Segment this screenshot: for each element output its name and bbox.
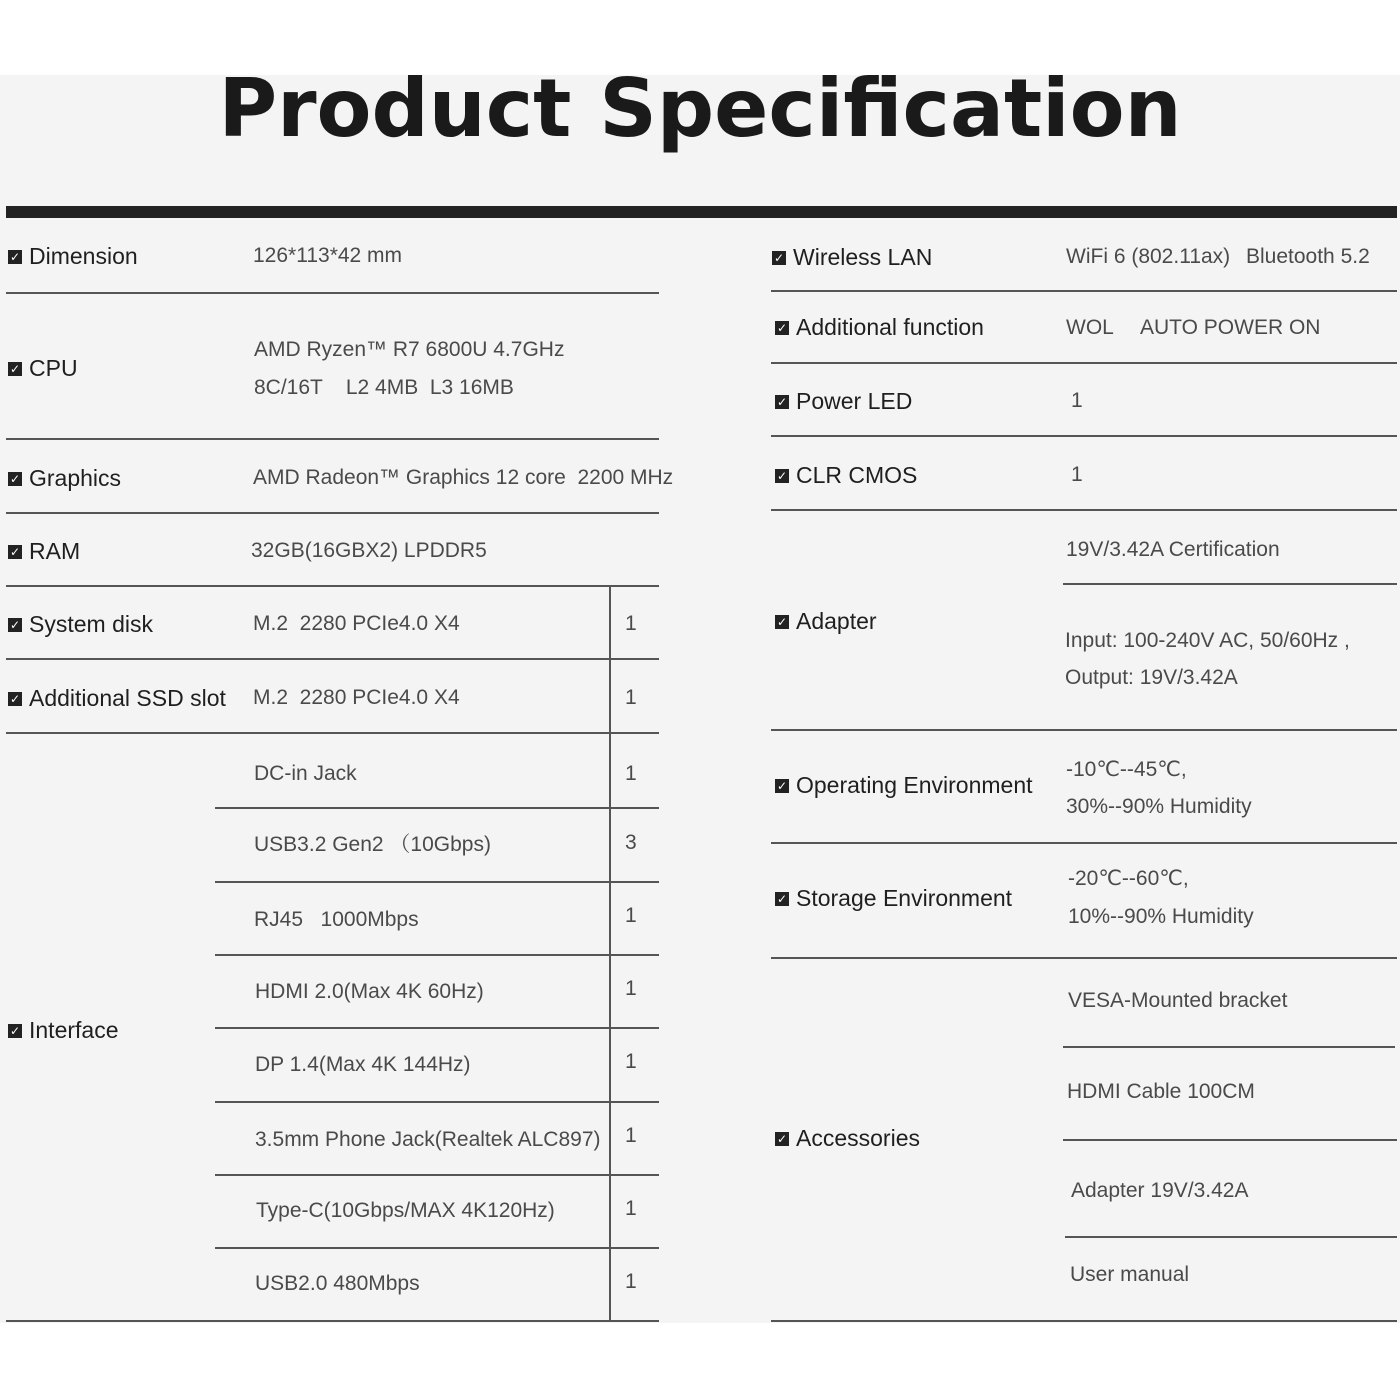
checked-box-icon: ✓ (9, 1023, 21, 1038)
interface-item: DC-in Jack (254, 762, 357, 785)
row-divider (771, 362, 1397, 364)
system-disk-qty: 1 (625, 612, 637, 635)
row-divider (771, 290, 1397, 292)
row-divider (6, 292, 659, 294)
row-divider (771, 957, 1397, 959)
graphics-label: ✓ Graphics (9, 465, 122, 491)
interface-item-qty: 3 (625, 831, 637, 854)
cpu-value-line2: 8C/16T L2 4MB L3 16MB (254, 376, 514, 399)
title-divider-bar (6, 206, 1397, 218)
row-divider (215, 807, 659, 809)
checked-box-icon: ✓ (776, 1131, 788, 1146)
checked-box-icon: ✓ (776, 614, 788, 629)
row-divider (771, 435, 1397, 437)
row-divider (215, 1101, 659, 1103)
auto-power-on-value: AUTO POWER ON (1140, 316, 1321, 339)
row-divider (215, 1174, 659, 1176)
accessory-item: HDMI Cable 100CM (1067, 1080, 1255, 1103)
clr-cmos-value: 1 (1071, 463, 1083, 486)
row-divider (6, 732, 659, 734)
dimension-value: 126*113*42 mm (253, 244, 403, 267)
cpu-label: ✓ CPU (9, 355, 78, 381)
adapter-output: Output: 19V/3.42A (1065, 666, 1238, 689)
adapter-label: ✓ Adapter (776, 608, 877, 634)
ram-value: 32GB(16GBX2) LPDDR5 (251, 539, 487, 562)
wireless-lan-label: ✓ Wireless LAN (773, 244, 933, 270)
storage-temp: -20℃--60℃, (1068, 867, 1189, 890)
interface-item: RJ45 1000Mbps (254, 908, 419, 931)
interface-item: Type-C(10Gbps/MAX 4K120Hz) (256, 1199, 555, 1222)
accessory-item: User manual (1070, 1263, 1190, 1286)
accessories-label: ✓ Accessories (776, 1125, 920, 1151)
interface-item-qty: 1 (625, 1050, 637, 1073)
row-divider (6, 585, 659, 587)
cpu-value-line1: AMD Ryzen™ R7 6800U 4.7GHz (254, 338, 565, 361)
checked-box-icon: ✓ (9, 361, 21, 376)
row-divider (6, 512, 659, 514)
row-divider (6, 658, 659, 660)
accessory-item: VESA-Mounted bracket (1068, 989, 1288, 1012)
table-bottom-divider (6, 1320, 659, 1322)
checked-box-icon: ✓ (776, 320, 788, 335)
row-divider (215, 881, 659, 883)
checked-box-icon: ✓ (9, 471, 21, 486)
row-divider (6, 438, 659, 440)
dimension-label: ✓ Dimension (9, 243, 138, 269)
interface-item: USB2.0 480Mbps (255, 1272, 420, 1295)
checked-box-icon: ✓ (9, 249, 21, 264)
operating-temp: -10℃--45℃, (1066, 758, 1187, 781)
checked-box-icon: ✓ (773, 250, 785, 265)
operating-environment-label: ✓ Operating Environment (776, 772, 1033, 798)
ram-label: ✓ RAM (9, 538, 81, 564)
storage-environment-label: ✓ Storage Environment (776, 885, 1013, 911)
row-divider (215, 1027, 659, 1029)
system-disk-value: M.2 2280 PCIe4.0 X4 (253, 612, 460, 635)
additional-function-label: ✓ Additional function (776, 314, 984, 340)
interface-item-qty: 1 (625, 904, 637, 927)
bluetooth-value: Bluetooth 5.2 (1246, 245, 1370, 268)
row-divider (1063, 1139, 1397, 1141)
interface-item-qty: 1 (625, 977, 637, 1000)
checked-box-icon: ✓ (776, 891, 788, 906)
interface-item-qty: 1 (625, 762, 637, 785)
checked-box-icon: ✓ (9, 544, 21, 559)
row-divider (1063, 583, 1397, 585)
power-led-label: ✓ Power LED (776, 388, 913, 414)
row-divider (215, 1247, 659, 1249)
operating-humidity: 30%--90% Humidity (1066, 795, 1252, 818)
row-divider (771, 509, 1397, 511)
interface-item: DP 1.4(Max 4K 144Hz) (255, 1053, 471, 1076)
row-divider (771, 842, 1397, 844)
storage-humidity: 10%--90% Humidity (1068, 905, 1254, 928)
interface-item: HDMI 2.0(Max 4K 60Hz) (255, 980, 484, 1003)
wireless-lan-value: WiFi 6 (802.11ax) (1066, 245, 1231, 268)
checked-box-icon: ✓ (9, 691, 21, 706)
system-disk-label: ✓ System disk (9, 611, 153, 637)
graphics-value: AMD Radeon™ Graphics 12 core 2200 MHz (253, 466, 674, 489)
interface-item-qty: 1 (625, 1124, 637, 1147)
interface-item: 3.5mm Phone Jack(Realtek ALC897) (255, 1128, 601, 1151)
interface-item-qty: 1 (625, 1270, 637, 1293)
accessory-item: Adapter 19V/3.42A (1071, 1179, 1249, 1202)
additional-ssd-qty: 1 (625, 686, 637, 709)
adapter-input: Input: 100-240V AC, 50/60Hz , (1065, 629, 1350, 652)
power-led-value: 1 (1071, 389, 1083, 412)
table-bottom-divider (771, 1320, 1397, 1322)
interface-label: ✓ Interface (9, 1017, 119, 1043)
adapter-certification: 19V/3.42A Certification (1066, 538, 1280, 561)
checked-box-icon: ✓ (9, 617, 21, 632)
checked-box-icon: ✓ (776, 468, 788, 483)
interface-item-qty: 1 (625, 1197, 637, 1220)
clr-cmos-label: ✓ CLR CMOS (776, 462, 918, 488)
row-divider (1063, 1046, 1395, 1048)
row-divider (1065, 1236, 1397, 1238)
interface-item: USB3.2 Gen2 （10Gbps) (254, 833, 491, 856)
wol-value: WOL (1066, 316, 1114, 339)
page-title: Product Specification (218, 62, 1182, 155)
additional-ssd-value: M.2 2280 PCIe4.0 X4 (253, 686, 460, 709)
checked-box-icon: ✓ (776, 394, 788, 409)
row-divider (771, 729, 1397, 731)
additional-ssd-label: ✓ Additional SSD slot (9, 685, 226, 711)
checked-box-icon: ✓ (776, 778, 788, 793)
row-divider (215, 954, 659, 956)
